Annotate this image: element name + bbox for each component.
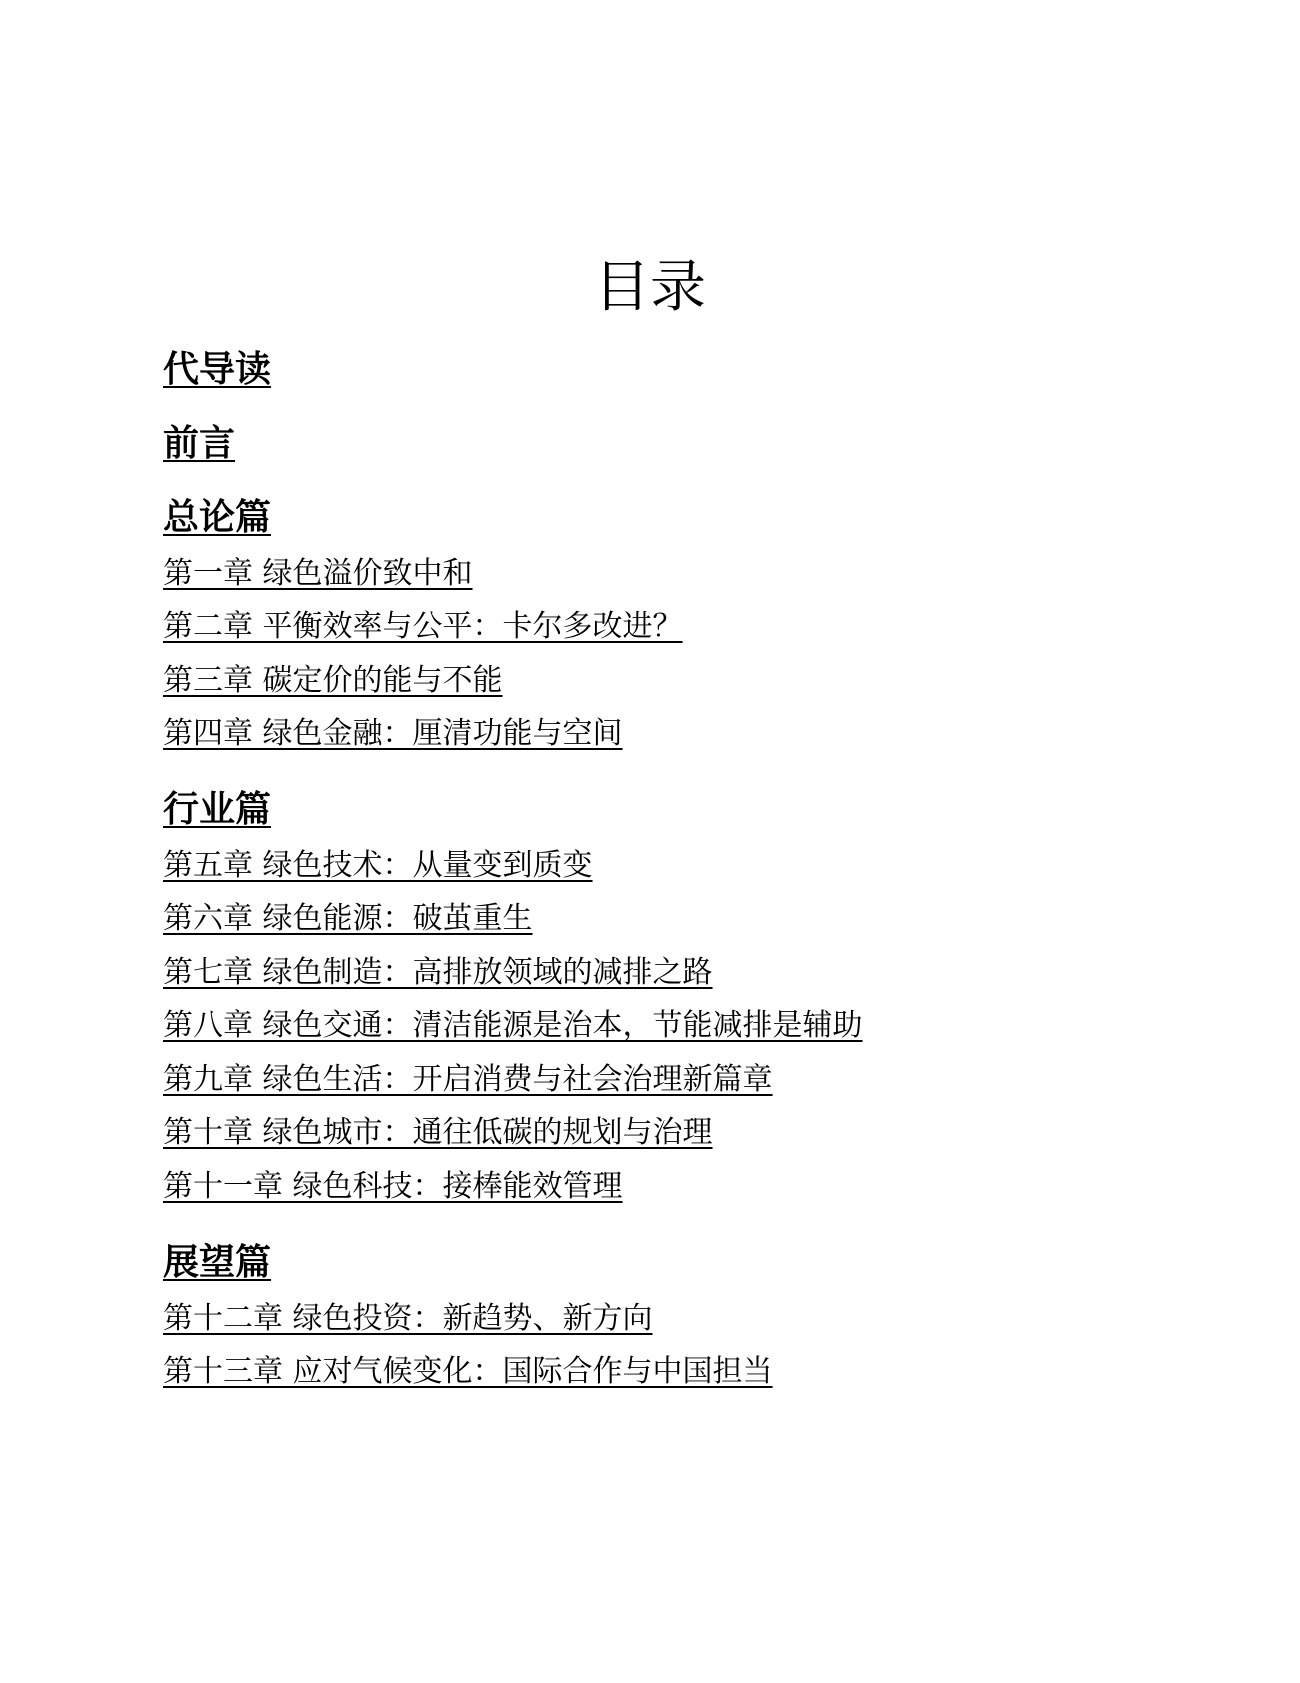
toc-link-chapter-6[interactable]: 第六章 绿色能源：破茧重生 xyxy=(163,901,533,936)
toc-link-chapter-5[interactable]: 第五章 绿色技术：从量变到质变 xyxy=(163,848,593,883)
toc-link-part-outlook[interactable]: 展望篇 xyxy=(163,1242,272,1283)
toc-link-chapter-1[interactable]: 第一章 绿色溢价致中和 xyxy=(163,556,473,591)
toc-link-chapter-12[interactable]: 第十二章 绿色投资：新趋势、新方向 xyxy=(163,1301,653,1336)
toc-link-part-industry[interactable]: 行业篇 xyxy=(163,789,272,830)
toc-link-intro[interactable]: 代导读 xyxy=(163,349,272,390)
toc-link-chapter-3[interactable]: 第三章 碳定价的能与不能 xyxy=(163,663,503,698)
toc-link-chapter-13[interactable]: 第十三章 应对气候变化：国际合作与中国担当 xyxy=(163,1354,773,1389)
toc-link-chapter-4[interactable]: 第四章 绿色金融：厘清功能与空间 xyxy=(163,716,623,751)
toc-link-preface[interactable]: 前言 xyxy=(163,423,236,464)
toc-link-chapter-7[interactable]: 第七章 绿色制造：高排放领域的减排之路 xyxy=(163,955,713,990)
toc-link-chapter-11[interactable]: 第十一章 绿色科技：接棒能效管理 xyxy=(163,1169,623,1204)
toc-link-chapter-10[interactable]: 第十章 绿色城市：通往低碳的规划与治理 xyxy=(163,1115,713,1150)
toc-link-chapter-2[interactable]: 第二章 平衡效率与公平：卡尔多改进？ xyxy=(163,609,683,644)
toc-link-chapter-8[interactable]: 第八章 绿色交通：清洁能源是治本，节能减排是辅助 xyxy=(163,1008,863,1043)
page-title: 目录 xyxy=(594,255,706,320)
toc-link-part-general[interactable]: 总论篇 xyxy=(163,497,272,538)
toc-link-chapter-9[interactable]: 第九章 绿色生活：开启消费与社会治理新篇章 xyxy=(163,1062,773,1097)
